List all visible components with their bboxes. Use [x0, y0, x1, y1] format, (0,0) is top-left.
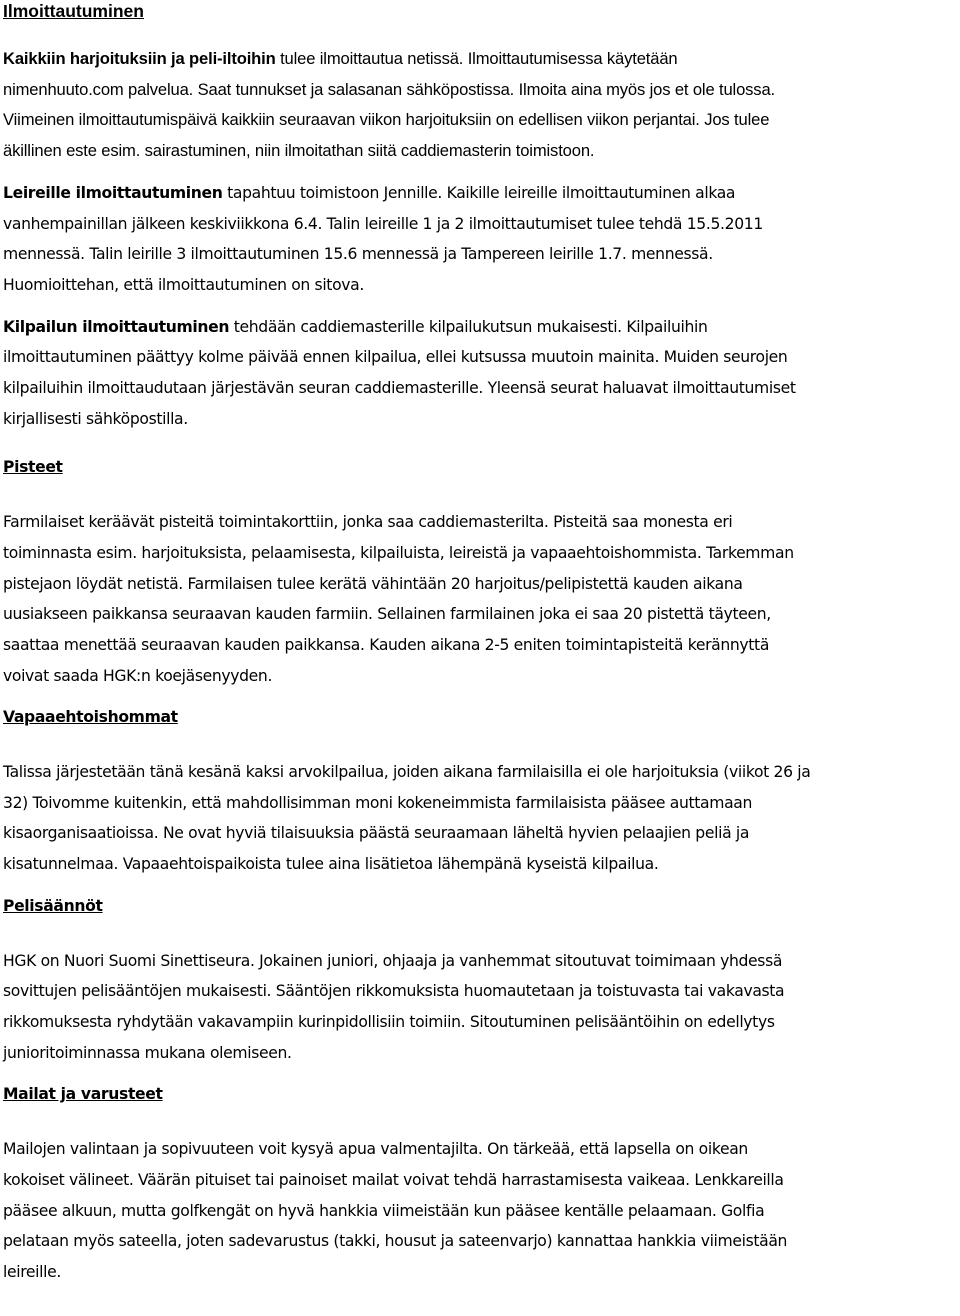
- paragraph-line: pääsee alkuun, mutta golfkengät on hyvä hankkia viimeistään kun pääsee kentälle pelaamaan. Golfia: [3, 1201, 765, 1220]
- section-heading: Mailat ja varusteet: [3, 1085, 163, 1104]
- paragraph-line: kisatunnelmaa. Vapaaehtoispaikoista tulee aina lisätietoa lähempänä kyseistä kilpailua.: [3, 855, 659, 874]
- paragraph-line: kirjallisesti sähköpostilla.: [3, 409, 188, 428]
- paragraph-line: sovittujen pelisääntöjen mukaisesti. Sääntöjen rikkomuksista huomautetaan ja toistuvasta tai vakavasta: [3, 982, 785, 1001]
- section-mailat: [3, 1079, 955, 1287]
- paragraph-line: voivat saada HGK:n koejäsenyyden.: [3, 666, 273, 685]
- paragraph-line: leireille.: [3, 1262, 61, 1281]
- paragraph-registration-competitions: [3, 312, 955, 435]
- paragraph-line: mennessä. Talin leirille 3 ilmoittautuminen 15.6 mennessä ja Tampereen leirille 1.7. mennessä.: [3, 245, 713, 264]
- section-pelisaannot: [3, 891, 955, 1069]
- paragraph-line: [3, 178, 955, 209]
- paragraph-line: [3, 312, 955, 343]
- paragraph-line: Talissa järjestetään tänä kesänä kaksi arvokilpailua, joiden aikana farmilaisilla ei ole harjoituksia (viikot 26 ja: [3, 763, 811, 782]
- lead-in-bold: Kaikkiin harjoituksiin ja peli-iltoihin: [3, 49, 276, 68]
- paragraph-registration-camps: [3, 178, 955, 301]
- paragraph-line: saattaa menettää seuraavan kauden paikkansa. Kauden aikana 2-5 eniten toimintapisteitä kerännyttä: [3, 635, 770, 654]
- paragraph-line: ilmoittautuminen päättyy kolme päivää ennen kilpailua, ellei kutsussa muutoin mainita. Muiden seurojen: [3, 348, 788, 367]
- section-body: [3, 507, 955, 691]
- section-body: [3, 757, 955, 880]
- section-body: [3, 946, 955, 1069]
- paragraph-line: pelataan myös sateella, joten sadevarustus (takki, housut ja sateenvarjo) kannattaa hankkia viimeistään: [3, 1232, 788, 1251]
- paragraph-line: Huomioittehan, että ilmoittautuminen on sitova.: [3, 275, 364, 294]
- paragraph-line: uusiakseen paikkansa seuraavan kauden farmiin. Sellainen farmilainen joka ei saa 20 pistettä täyteen,: [3, 605, 771, 624]
- section-body: [3, 1134, 955, 1288]
- paragraph-line: kokoiset välineet. Väärän pituiset tai painoiset mailat voivat tehdä harrastamisesta vaikeaa. Lenkkareilla: [3, 1170, 784, 1189]
- paragraph-line: Mailojen valintaan ja sopivuuteen voit kysyä apua valmentajilta. On tärkeää, että lapsella on oikean: [3, 1140, 748, 1159]
- lead-in-bold: Kilpailun ilmoittautuminen: [3, 317, 230, 336]
- line-text: tapahtuu toimistoon Jennille. Kaikille leireille ilmoittautuminen alkaa: [222, 183, 736, 202]
- paragraph-line: äkillinen este esim. sairastuminen, niin ilmoitathan siitä caddiemasterin toimistoon.: [3, 141, 595, 161]
- section-heading: Pisteet: [3, 458, 63, 477]
- section-vapaaehtoishommat: [3, 702, 955, 880]
- document-page: [3, 0, 955, 1288]
- paragraph-line: vanhempainillan jälkeen keskiviikkona 6.4. Talin leireille 1 ja 2 ilmoittautumiset tulee tehdä 15.5.2011: [3, 214, 763, 233]
- paragraph-line: junioritoiminnassa mukana olemiseen.: [3, 1043, 292, 1062]
- section-pisteet: [3, 452, 955, 691]
- paragraph-line: kisaorganisaatioissa. Ne ovat hyviä tilaisuuksia päästä seuraamaan läheltä hyvien pelaajien peliä ja: [3, 824, 750, 843]
- line-text: tehdään caddiemasterille kilpailukutsun mukaisesti. Kilpailuihin: [229, 317, 708, 336]
- paragraph-line: toiminnasta esim. harjoituksista, pelaamisesta, kilpailuista, leireistä ja vapaaehtoishommista. Tarkemman: [3, 543, 794, 562]
- section-heading: Pelisäännöt: [3, 896, 103, 915]
- paragraph-line: 32) Toivomme kuitenkin, että mahdollisimman moni kokeneimmista farmilaisista pääsee auttamaan: [3, 793, 753, 812]
- page-title: Ilmoittautuminen: [3, 1, 144, 21]
- paragraph-line: kilpailuihin ilmoittaudutaan järjestävän seuran caddiemasterille. Yleensä seurat haluavat ilmoittautumiset: [3, 379, 796, 398]
- paragraph-line: rikkomuksesta ryhdytään vakavampiin kurinpidollisiin toimiin. Sitoutuminen pelisääntöihin on edellytys: [3, 1012, 775, 1031]
- paragraph-line: HGK on Nuori Suomi Sinettiseura. Jokainen juniori, ohjaaja ja vanhemmat sitoutuvat toimimaan yhdessä: [3, 951, 783, 970]
- paragraph-registration-training: [3, 44, 955, 167]
- paragraph-line: Viimeinen ilmoittautumispäivä kaikkiin seuraavan viikon harjoituksiin on edellisen viikon perjantai. Jos tulee: [3, 110, 770, 130]
- paragraph-line: nimenhuuto.com palvelua. Saat tunnukset ja salasanan sähköpostissa. Ilmoita aina myös jos et ole tulossa.: [3, 79, 775, 99]
- section-heading: Vapaaehtoishommat: [3, 708, 178, 727]
- lead-in-bold: Leireille ilmoittautuminen: [3, 183, 223, 202]
- line-text: tulee ilmoittautua netissä. Ilmoittautumisessa käytetään: [275, 49, 678, 68]
- paragraph-line: pistejaon löydät netistä. Farmilaisen tulee kerätä vähintään 20 harjoitus/pelipistettä kauden aikana: [3, 574, 743, 593]
- paragraph-line: Farmilaiset keräävät pisteitä toimintakorttiin, jonka saa caddiemasterilta. Pisteitä saa monesta eri: [3, 513, 733, 532]
- paragraph-line: [3, 44, 955, 75]
